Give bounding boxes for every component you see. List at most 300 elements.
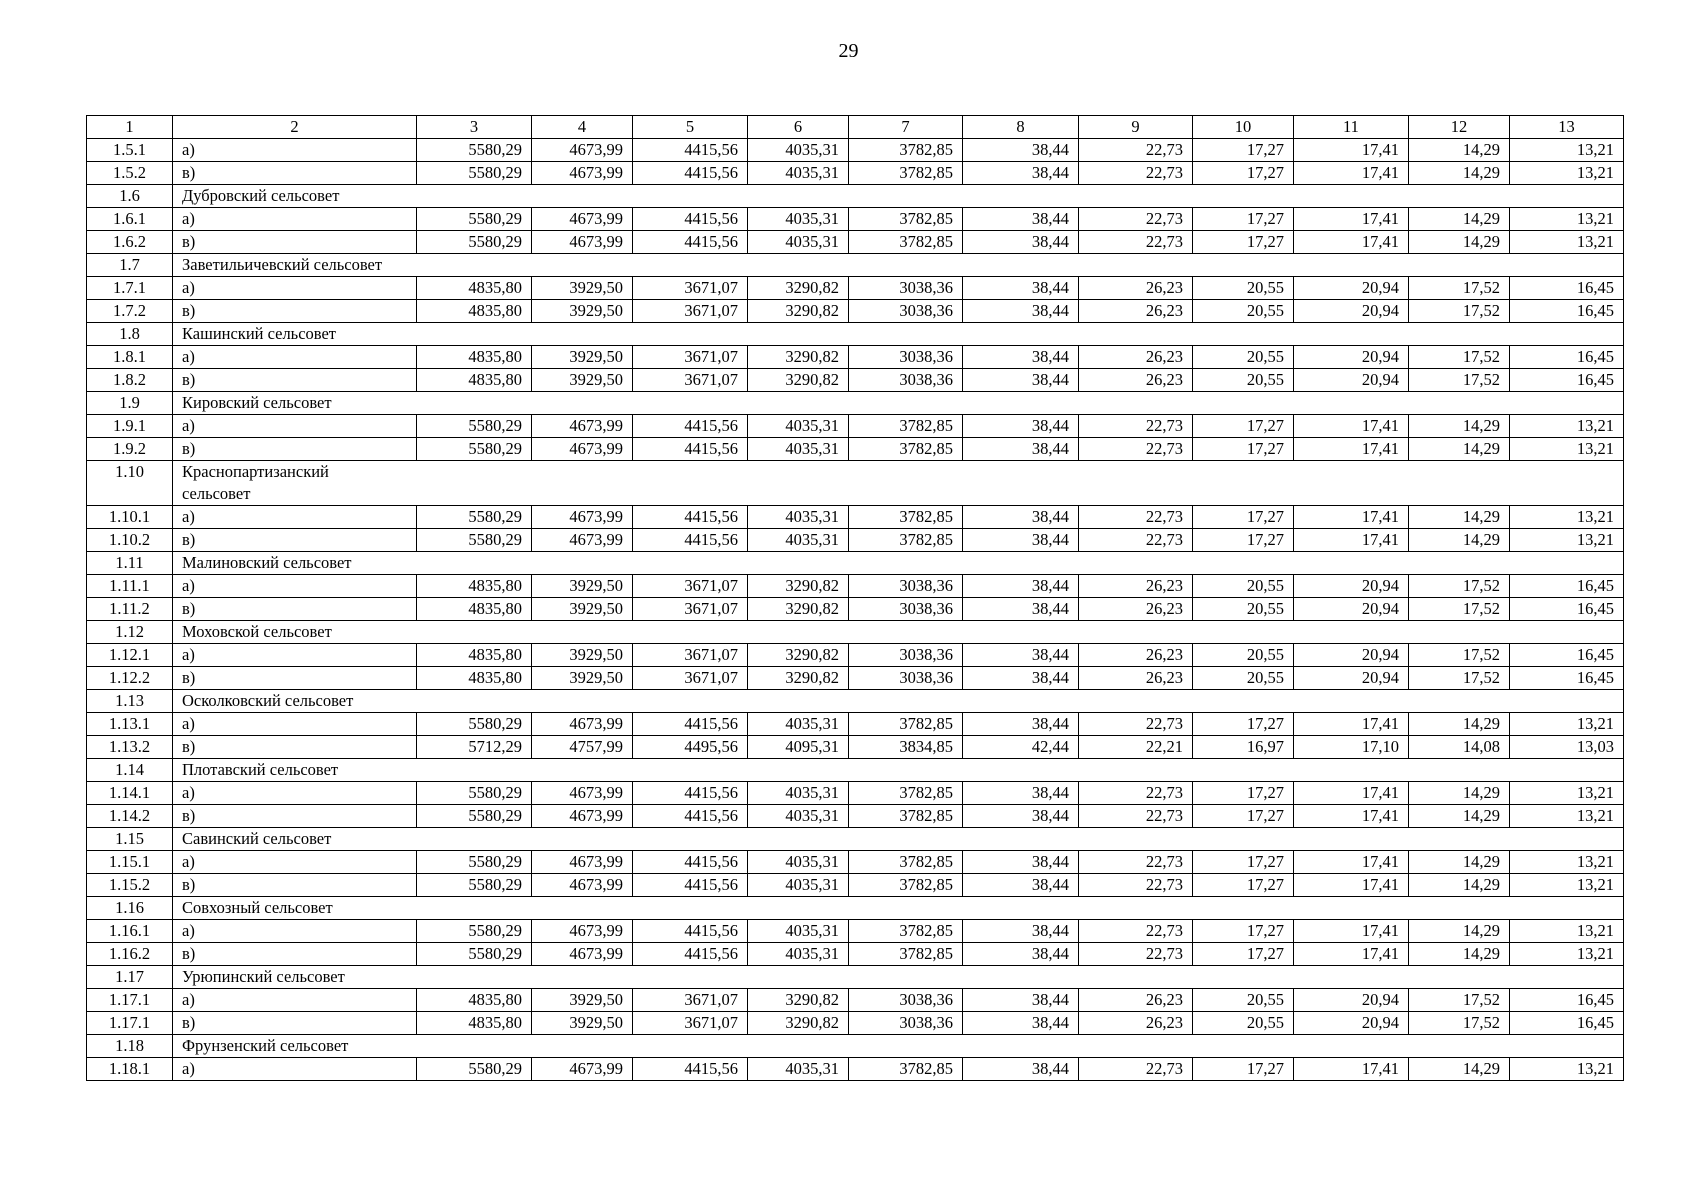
value-cell: 17,41: [1294, 920, 1409, 943]
value-cell: 17,41: [1294, 851, 1409, 874]
section-row: [87, 552, 1624, 575]
value-cell: 4035,31: [748, 438, 849, 461]
row-subitem: в): [173, 438, 417, 461]
value-cell: 17,41: [1294, 506, 1409, 529]
value-cell: 3290,82: [748, 667, 849, 690]
column-header: 6: [748, 116, 849, 139]
section-name: [173, 323, 1624, 346]
value-cell: 3290,82: [748, 300, 849, 323]
value-cell: 14,29: [1409, 805, 1510, 828]
column-header: 1: [87, 116, 173, 139]
value-cell: 20,55: [1193, 300, 1294, 323]
value-cell: 13,21: [1510, 162, 1624, 185]
value-cell: 4035,31: [748, 943, 849, 966]
table-row: [87, 989, 1624, 1012]
row-number: 1.12: [87, 621, 173, 644]
value-cell: 17,41: [1294, 162, 1409, 185]
value-cell: 16,45: [1510, 989, 1624, 1012]
value-cell: 38,44: [963, 920, 1079, 943]
table-row: [87, 736, 1624, 759]
row-number: 1.7.1: [87, 277, 173, 300]
row-number: 1.6.2: [87, 231, 173, 254]
value-cell: 22,73: [1079, 713, 1193, 736]
value-cell: 3290,82: [748, 575, 849, 598]
section-name: [173, 690, 1624, 713]
row-number: 1.16.1: [87, 920, 173, 943]
row-subitem: а): [173, 920, 417, 943]
value-cell: 4035,31: [748, 713, 849, 736]
value-cell: 20,55: [1193, 346, 1294, 369]
section-name: [173, 828, 1624, 851]
value-cell: 17,27: [1193, 438, 1294, 461]
value-cell: 17,41: [1294, 782, 1409, 805]
row-number: 1.17.1: [87, 1012, 173, 1035]
row-number: 1.17.1: [87, 989, 173, 1012]
value-cell: 3782,85: [849, 162, 963, 185]
value-cell: 4673,99: [532, 805, 633, 828]
column-header: 9: [1079, 116, 1193, 139]
value-cell: 14,29: [1409, 162, 1510, 185]
row-subitem: а): [173, 139, 417, 162]
value-cell: 4673,99: [532, 162, 633, 185]
value-cell: 4415,56: [633, 506, 748, 529]
column-header: 11: [1294, 116, 1409, 139]
row-number: 1.11.2: [87, 598, 173, 621]
table-row: [87, 598, 1624, 621]
value-cell: 4415,56: [633, 1058, 748, 1081]
value-cell: 4835,80: [417, 667, 532, 690]
value-cell: 38,44: [963, 782, 1079, 805]
value-cell: 17,41: [1294, 529, 1409, 552]
value-cell: 17,27: [1193, 529, 1294, 552]
section-name-text: Дубровский сельсовет: [182, 186, 340, 205]
value-cell: 4835,80: [417, 1012, 532, 1035]
section-row: [87, 966, 1624, 989]
column-header: 5: [633, 116, 748, 139]
row-subitem: в): [173, 1012, 417, 1035]
value-cell: 26,23: [1079, 1012, 1193, 1035]
row-number: 1.10.1: [87, 506, 173, 529]
value-cell: 3782,85: [849, 851, 963, 874]
value-cell: 13,21: [1510, 506, 1624, 529]
value-cell: 3929,50: [532, 989, 633, 1012]
value-cell: 4035,31: [748, 415, 849, 438]
value-cell: 13,21: [1510, 782, 1624, 805]
row-subitem: в): [173, 598, 417, 621]
value-cell: 3038,36: [849, 598, 963, 621]
value-cell: 16,45: [1510, 598, 1624, 621]
table-row: [87, 667, 1624, 690]
value-cell: 13,21: [1510, 713, 1624, 736]
value-cell: 38,44: [963, 598, 1079, 621]
value-cell: 3782,85: [849, 506, 963, 529]
table-row: [87, 713, 1624, 736]
value-cell: 22,73: [1079, 529, 1193, 552]
row-subitem: в): [173, 874, 417, 897]
value-cell: 4673,99: [532, 713, 633, 736]
value-cell: 3929,50: [532, 346, 633, 369]
column-header: 8: [963, 116, 1079, 139]
value-cell: 3929,50: [532, 1012, 633, 1035]
column-header: 4: [532, 116, 633, 139]
value-cell: 13,21: [1510, 438, 1624, 461]
value-cell: 14,08: [1409, 736, 1510, 759]
value-cell: 13,03: [1510, 736, 1624, 759]
row-number: 1.18.1: [87, 1058, 173, 1081]
value-cell: 38,44: [963, 346, 1079, 369]
section-name: [173, 552, 1624, 575]
value-cell: 3038,36: [849, 1012, 963, 1035]
value-cell: 22,73: [1079, 1058, 1193, 1081]
value-cell: 17,52: [1409, 989, 1510, 1012]
column-header: 13: [1510, 116, 1624, 139]
value-cell: 17,27: [1193, 415, 1294, 438]
row-subitem: в): [173, 231, 417, 254]
row-subitem: а): [173, 506, 417, 529]
value-cell: 26,23: [1079, 300, 1193, 323]
section-row: [87, 621, 1624, 644]
row-subitem: в): [173, 667, 417, 690]
value-cell: 16,45: [1510, 346, 1624, 369]
value-cell: 20,55: [1193, 575, 1294, 598]
value-cell: 20,94: [1294, 277, 1409, 300]
value-cell: 38,44: [963, 1058, 1079, 1081]
value-cell: 16,45: [1510, 1012, 1624, 1035]
table-row: [87, 438, 1624, 461]
value-cell: 38,44: [963, 851, 1079, 874]
value-cell: 17,27: [1193, 943, 1294, 966]
table-row: [87, 1012, 1624, 1035]
value-cell: 3038,36: [849, 667, 963, 690]
value-cell: 17,10: [1294, 736, 1409, 759]
value-cell: 38,44: [963, 506, 1079, 529]
value-cell: 4495,56: [633, 736, 748, 759]
value-cell: 20,94: [1294, 644, 1409, 667]
value-cell: 17,27: [1193, 805, 1294, 828]
value-cell: 20,94: [1294, 575, 1409, 598]
section-row: [87, 392, 1624, 415]
value-cell: 3038,36: [849, 369, 963, 392]
row-subitem: а): [173, 277, 417, 300]
value-cell: 38,44: [963, 208, 1079, 231]
value-cell: 4415,56: [633, 231, 748, 254]
row-number: 1.7: [87, 254, 173, 277]
row-subitem: в): [173, 736, 417, 759]
value-cell: 22,73: [1079, 943, 1193, 966]
value-cell: 14,29: [1409, 231, 1510, 254]
value-cell: 42,44: [963, 736, 1079, 759]
row-number: 1.5.1: [87, 139, 173, 162]
value-cell: 4415,56: [633, 782, 748, 805]
value-cell: 5580,29: [417, 415, 532, 438]
row-number: 1.16: [87, 897, 173, 920]
row-number: 1.13.2: [87, 736, 173, 759]
table-row: [87, 162, 1624, 185]
section-name-text: Савинский сельсовет: [182, 829, 332, 848]
value-cell: 3782,85: [849, 805, 963, 828]
value-cell: 14,29: [1409, 438, 1510, 461]
value-cell: 22,73: [1079, 139, 1193, 162]
value-cell: 13,21: [1510, 851, 1624, 874]
value-cell: 3782,85: [849, 713, 963, 736]
row-subitem: в): [173, 162, 417, 185]
value-cell: 3290,82: [748, 277, 849, 300]
value-cell: 3671,07: [633, 369, 748, 392]
value-cell: 3782,85: [849, 1058, 963, 1081]
value-cell: 38,44: [963, 874, 1079, 897]
value-cell: 4673,99: [532, 438, 633, 461]
row-subitem: а): [173, 208, 417, 231]
section-row: [87, 254, 1624, 277]
value-cell: 4835,80: [417, 598, 532, 621]
table-row: [87, 415, 1624, 438]
value-cell: 4415,56: [633, 943, 748, 966]
value-cell: 4035,31: [748, 920, 849, 943]
value-cell: 3671,07: [633, 1012, 748, 1035]
value-cell: 13,21: [1510, 231, 1624, 254]
section-name: [173, 966, 1624, 989]
value-cell: 4673,99: [532, 231, 633, 254]
section-name-text: Осколковский сельсовет: [182, 691, 354, 710]
row-number: 1.18: [87, 1035, 173, 1058]
value-cell: 38,44: [963, 438, 1079, 461]
row-number: 1.5.2: [87, 162, 173, 185]
value-cell: 13,21: [1510, 943, 1624, 966]
column-header: 7: [849, 116, 963, 139]
section-name: [173, 759, 1624, 782]
row-subitem: в): [173, 529, 417, 552]
value-cell: 5712,29: [417, 736, 532, 759]
table-row: [87, 1058, 1624, 1081]
value-cell: 13,21: [1510, 805, 1624, 828]
value-cell: 4835,80: [417, 644, 532, 667]
value-cell: 20,94: [1294, 989, 1409, 1012]
value-cell: 4415,56: [633, 713, 748, 736]
row-number: 1.8.2: [87, 369, 173, 392]
value-cell: 38,44: [963, 162, 1079, 185]
value-cell: 3782,85: [849, 782, 963, 805]
value-cell: 17,41: [1294, 415, 1409, 438]
section-row: [87, 759, 1624, 782]
value-cell: 3038,36: [849, 644, 963, 667]
value-cell: 16,45: [1510, 575, 1624, 598]
row-subitem: в): [173, 943, 417, 966]
section-name-text: Кашинский сельсовет: [182, 324, 337, 343]
table-row: [87, 529, 1624, 552]
value-cell: 3671,07: [633, 575, 748, 598]
value-cell: 4415,56: [633, 162, 748, 185]
value-cell: 17,27: [1193, 782, 1294, 805]
value-cell: 17,52: [1409, 598, 1510, 621]
value-cell: 3782,85: [849, 920, 963, 943]
row-number: 1.15.1: [87, 851, 173, 874]
value-cell: 26,23: [1079, 989, 1193, 1012]
value-cell: 5580,29: [417, 805, 532, 828]
row-number: 1.16.2: [87, 943, 173, 966]
value-cell: 5580,29: [417, 851, 532, 874]
value-cell: 13,21: [1510, 1058, 1624, 1081]
value-cell: 14,29: [1409, 782, 1510, 805]
value-cell: 4035,31: [748, 1058, 849, 1081]
section-name: [173, 254, 1624, 277]
value-cell: 5580,29: [417, 231, 532, 254]
row-number: 1.8: [87, 323, 173, 346]
value-cell: 13,21: [1510, 139, 1624, 162]
value-cell: 26,23: [1079, 644, 1193, 667]
section-name-text: Заветильичевский сельсовет: [182, 255, 383, 274]
value-cell: 4673,99: [532, 851, 633, 874]
value-cell: 22,73: [1079, 805, 1193, 828]
page-number: 29: [838, 40, 859, 62]
section-name: [173, 1035, 1624, 1058]
value-cell: 3671,07: [633, 667, 748, 690]
section-name: [173, 185, 1624, 208]
table-row: [87, 874, 1624, 897]
row-number: 1.14: [87, 759, 173, 782]
value-cell: 17,41: [1294, 874, 1409, 897]
value-cell: 22,73: [1079, 506, 1193, 529]
value-cell: 4415,56: [633, 529, 748, 552]
value-cell: 16,45: [1510, 667, 1624, 690]
value-cell: 3782,85: [849, 943, 963, 966]
value-cell: 5580,29: [417, 782, 532, 805]
value-cell: 5580,29: [417, 920, 532, 943]
column-header: 2: [173, 116, 417, 139]
value-cell: 38,44: [963, 415, 1079, 438]
value-cell: 4673,99: [532, 506, 633, 529]
row-number: 1.8.1: [87, 346, 173, 369]
value-cell: 3038,36: [849, 277, 963, 300]
section-row: [87, 690, 1624, 713]
row-number: 1.6: [87, 185, 173, 208]
value-cell: 3290,82: [748, 1012, 849, 1035]
row-number: 1.9: [87, 392, 173, 415]
value-cell: 38,44: [963, 1012, 1079, 1035]
value-cell: 13,21: [1510, 415, 1624, 438]
row-subitem: а): [173, 782, 417, 805]
value-cell: 22,73: [1079, 231, 1193, 254]
value-cell: 3290,82: [748, 369, 849, 392]
value-cell: 4673,99: [532, 139, 633, 162]
value-cell: 3782,85: [849, 231, 963, 254]
value-cell: 17,27: [1193, 1058, 1294, 1081]
section-name: [173, 461, 1624, 506]
value-cell: 4673,99: [532, 874, 633, 897]
value-cell: 17,27: [1193, 208, 1294, 231]
value-cell: 38,44: [963, 529, 1079, 552]
value-cell: 20,55: [1193, 277, 1294, 300]
table-row: [87, 506, 1624, 529]
table-row: [87, 139, 1624, 162]
value-cell: 3671,07: [633, 277, 748, 300]
value-cell: 26,23: [1079, 277, 1193, 300]
value-cell: 4415,56: [633, 208, 748, 231]
value-cell: 4415,56: [633, 805, 748, 828]
value-cell: 4035,31: [748, 139, 849, 162]
section-name-text: Плотавский сельсовет: [182, 760, 339, 779]
value-cell: 20,55: [1193, 1012, 1294, 1035]
value-cell: 14,29: [1409, 139, 1510, 162]
value-cell: 4415,56: [633, 920, 748, 943]
value-cell: 20,94: [1294, 346, 1409, 369]
value-cell: 16,45: [1510, 369, 1624, 392]
value-cell: 22,73: [1079, 415, 1193, 438]
section-row: [87, 897, 1624, 920]
value-cell: 5580,29: [417, 208, 532, 231]
column-header: 10: [1193, 116, 1294, 139]
section-row: [87, 461, 1624, 506]
value-cell: 3671,07: [633, 644, 748, 667]
value-cell: 38,44: [963, 805, 1079, 828]
value-cell: 4673,99: [532, 415, 633, 438]
table-row: [87, 782, 1624, 805]
value-cell: 4673,99: [532, 1058, 633, 1081]
value-cell: 26,23: [1079, 598, 1193, 621]
section-name-text: Фрунзенский сельсовет: [182, 1036, 349, 1055]
row-number: 1.17: [87, 966, 173, 989]
value-cell: 17,27: [1193, 713, 1294, 736]
value-cell: 17,52: [1409, 667, 1510, 690]
value-cell: 3782,85: [849, 438, 963, 461]
row-number: 1.15.2: [87, 874, 173, 897]
value-cell: 17,41: [1294, 139, 1409, 162]
value-cell: 14,29: [1409, 529, 1510, 552]
section-name-text: Урюпинский сельсовет: [182, 967, 345, 986]
section-name-text: Совхозный сельсовет: [182, 898, 333, 917]
value-cell: 4673,99: [532, 920, 633, 943]
row-subitem: в): [173, 300, 417, 323]
row-subitem: в): [173, 369, 417, 392]
row-number: 1.9.2: [87, 438, 173, 461]
value-cell: 5580,29: [417, 506, 532, 529]
value-cell: 17,27: [1193, 920, 1294, 943]
column-header: 3: [417, 116, 532, 139]
value-cell: 4757,99: [532, 736, 633, 759]
value-cell: 17,27: [1193, 162, 1294, 185]
value-cell: 22,73: [1079, 782, 1193, 805]
value-cell: 4035,31: [748, 805, 849, 828]
value-cell: 20,94: [1294, 667, 1409, 690]
value-cell: 3671,07: [633, 346, 748, 369]
value-cell: 3782,85: [849, 415, 963, 438]
value-cell: 4095,31: [748, 736, 849, 759]
row-subitem: в): [173, 805, 417, 828]
value-cell: 17,52: [1409, 575, 1510, 598]
value-cell: 3782,85: [849, 874, 963, 897]
row-subitem: а): [173, 713, 417, 736]
value-cell: 4035,31: [748, 874, 849, 897]
value-cell: 20,55: [1193, 989, 1294, 1012]
value-cell: 20,94: [1294, 598, 1409, 621]
value-cell: 16,45: [1510, 277, 1624, 300]
value-cell: 38,44: [963, 369, 1079, 392]
row-number: 1.12.2: [87, 667, 173, 690]
value-cell: 20,94: [1294, 1012, 1409, 1035]
row-number: 1.7.2: [87, 300, 173, 323]
table-row: [87, 300, 1624, 323]
value-cell: 22,73: [1079, 920, 1193, 943]
section-row: [87, 323, 1624, 346]
section-name-text: Моховской сельсовет: [182, 622, 332, 641]
value-cell: 14,29: [1409, 920, 1510, 943]
value-cell: 4035,31: [748, 506, 849, 529]
value-cell: 14,29: [1409, 874, 1510, 897]
value-cell: 4673,99: [532, 208, 633, 231]
table-row: [87, 920, 1624, 943]
row-number: 1.14.2: [87, 805, 173, 828]
value-cell: 4035,31: [748, 208, 849, 231]
section-name-text: Кировский сельсовет: [182, 393, 332, 412]
